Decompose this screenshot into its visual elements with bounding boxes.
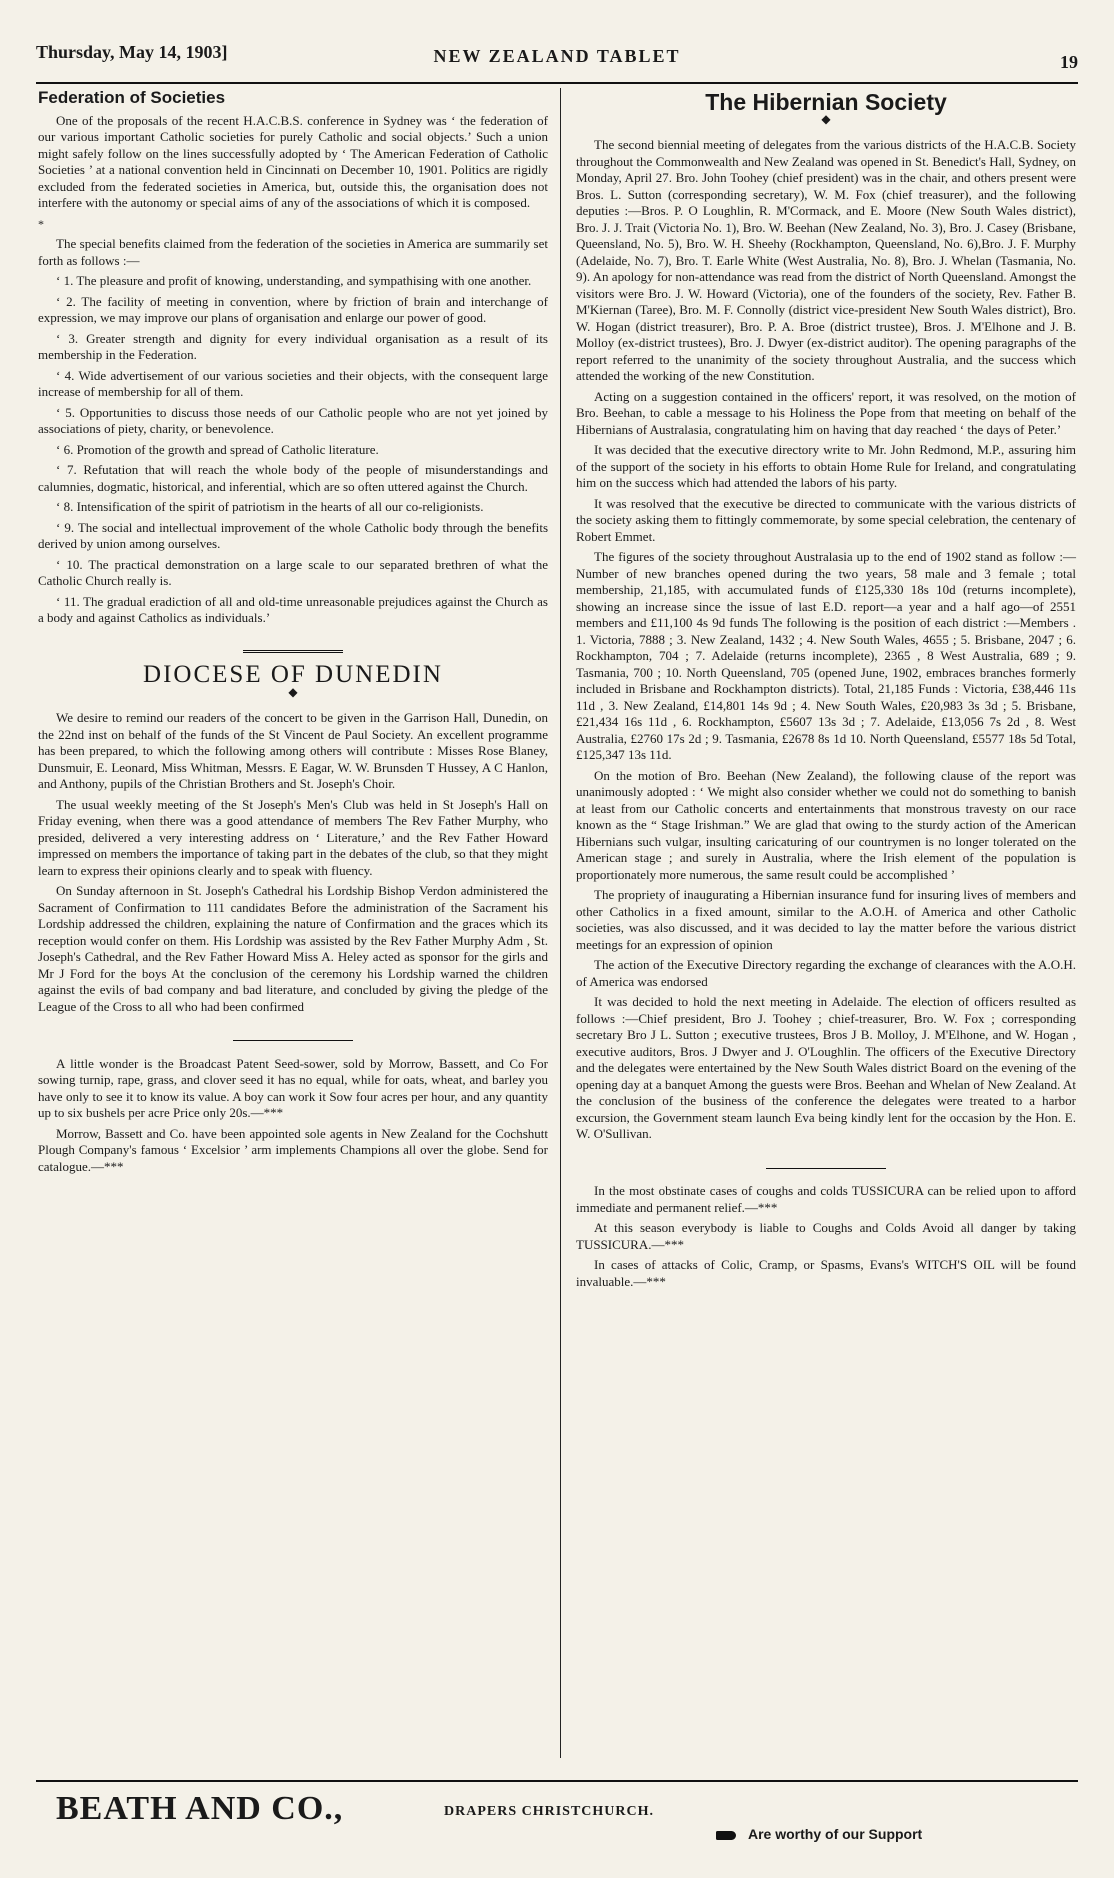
paragraph: On Sunday afternoon in St. Joseph's Cathedral his Lordship Bishop Verdon administered the Sacrament of Confirmation to 111 candidates Before the administration of the Sacrament his Lordship addressed the children, explaining the nature of Confirmation and the graces which its reception would confer on them. His Lordship was assisted by the Rev Father Murphy Adm , St. Joseph's Cathedral, and the Rev Father Howard Miss A. Heley acted as sponsor for the girls and Mr J Ford for the boys At the conclusion of the ceremony his Lordship warned the children against the evils of bad company and bad literature, and concluded by giving the pledge of the League of the Cross to all who had been confirmed [38,883,548,1014]
paragraph: It was resolved that the executive be directed to communicate with the various districts of the society asking them to fittingly commemorate, by some special celebration, the centenary of Robert Emmet. [576,495,1076,544]
masthead: NEW ZEALAND TABLET [433,46,681,66]
left-advertisements [38,1056,548,1176]
right-advertisements [576,1183,1076,1290]
hibernian-article [576,137,1076,1143]
advertisement: At this season everybody is liable to Coughs and Colds Avoid all danger by taking TUSSICURA.—*** [576,1220,1076,1252]
paragraph: The propriety of inaugurating a Hibernian insurance fund for insuring lives of members and other Catholics in a fixed amount, similar to the A.O.H. of America and other Catholic societies, was also discussed, and it was decided to lay the matter before the various district meetings for an expression of opinion [576,887,1076,952]
section-rule [38,641,548,658]
paragraph: The figures of the society throughout Australasia up to the end of 1902 stand as follow :—Number of new branches opened during the two years, 58 male and 3 female ; total membership, 21,185, with accumulated funds of £125,330 18s 10d (returns incomplete), showing an increase since the issue of last E.D. report—a year and a half ago—of 2551 members and £11,100 4s 9d funds The following is the position of each district :—Members . 1. Victoria, 7888 ; 3. New Zealand, 1432 ; 4. New South Wales, 4655 ; 5. Brisbane, 2047 ; 6. Rockhampton, 704 ; 7. Adelaide (returns incomplete), 2365 , 8 West Australia, 689 ; 9. Tasmania, 700 ; 10. North Queensland, 705 (opened June, 1902, embraces branches formerly included in Brisbane and Rockhampton districts). Total, 21,185 Funds : Victoria, £38,446 11s 11d , 3. New Zealand, £14,801 14s 9d ; 4. New South Wales, £20,983 3s 3d ; 5. Brisbane, £21,434 16s 11d , 6. Rockhampton, £5607 13s 3d ; 7. Adelaide, £13,056 7s 2d , 8. West Australia, £2760 17s 2d ; 9. Tasmania, £2678 8s 1d 10. North Queensland, £5577 18s 5d Total, £125,347 13s 11d. [576,549,1076,762]
paragraph: ‘ 10. The practical demonstration on a large scale to our separated brethren of what the Catholic Church really is. [38,556,548,588]
diocese-ornament: ◆ [288,684,298,699]
advertisement: In cases of attacks of Colic, Cramp, or Spasms, Evans's WITCH'S OIL will be found invaluable.—*** [576,1257,1076,1289]
paragraph: ‘ 9. The social and intellectual improvement of the whole Catholic body through the benefits derived by union among ourselves. [38,519,548,551]
brand-name: BEATH AND CO., [56,1790,344,1827]
paragraph: The action of the Executive Directory regarding the exchange of clearances with the A.O.H. of America was endorsed [576,957,1076,989]
paragraph: ‘ 4. Wide advertisement of our various societies and their objects, with the consequent large increase of membership for all of them. [38,367,548,399]
advertisement: In the most obstinate cases of coughs and colds TUSSICURA can be relied upon to afford immediate and permanent relief.—*** [576,1183,1076,1215]
paragraph: ‘ 11. The gradual eradiction of all and old-time unreasonable prejudices against the Church as a body and against Catholics as individuals.’ [38,593,548,625]
support-text: Are worthy of our Support [748,1826,923,1842]
paragraph: It was decided that the executive directory write to Mr. John Redmond, M.P., assuring him of the support of the society in his efforts to obtain Home Rule for Ireland, and congratulating him on the success which had attended the labors of his party. [576,442,1076,490]
paragraph: The second biennial meeting of delegates from the various districts of the H.A.C.B. Society throughout the Commonwealth and New Zealand was opened in St. Benedict's Hall, Sydney, on Monday, April 27. Bro. John Toohey (chief president) was in the chair, and others present were Bros. L. Sutton (corresponding secretary), W. M. Fox (chief treasurer), and the following deputies :—Bros. P. O Loughlin, R. M'Cormack, and E. Moore (New South Wales district), Bro. J. J. Trait (Victoria No. 1), Bro. W. Beehan (New Zealand, No. 3), Bro. J. Casey (Brisbane, Queensland, No. 5), Bro. W. H. Sheehy (Rockhampton, Queensland, No. 6),Bro. J. F. Murphy (Adelaide, No. 7), Bro. T. Earle White (West Australia, No. 8), Bro. J. Whelan (Tasmania, No. 9). An apology for non-attendance was read from the district of North Queensland. Amongst the visitors were Bro. J. W. Howard (Victoria), one of the founders of the society, Rev. Father B. M'Kiernan (Taree), Bro. M. F. Connolly (district vice-president New South Wales district), Bro. W. Hogan (district treasurer), Bro. P. A. Broe (district trustee), Bros. J. M'Elhone and J. B. Molloy (ex-district trustees), Bro. J. Dwyer (ex-district auditor). The opening paragraphs of the report referred to the unanimity of the society throughout Australia, and the success which attended the working of the new Constitution. [576,137,1076,383]
hibernian-ornament: ◆ [821,111,831,126]
page-header [36,42,1078,84]
right-column [576,88,1076,1294]
paragraph: ‘ 5. Opportunities to discuss those needs of our Catholic people who are not yet joined by associations of piety, charity, or benevolence. [38,404,548,436]
section-rule-3 [576,1157,1076,1174]
paragraph: One of the proposals of the recent H.A.C.B.S. conference in Sydney was ‘ the federation of our various important Catholic societies for purely Catholic and social objects.’ Such a union might safely follow on the lines successfully adopted by ‘ The American Federation of Catholic Societies ’ at a national convention held in Cincinnati on December 10, 1901. Politics are rigidly excluded from the federated societies in America, but, outside this, the organisation does not interfere with the autonomy or special aims of any of the associations of which it is composed. [38,112,548,210]
left-column [38,88,548,1179]
paragraph: ‘ 3. Greater strength and dignity for every individual organisation as a result of its membership in the Federation. [38,330,548,362]
diocese-title: DIOCESE OF DUNEDIN [143,661,443,688]
paragraph: It was decided to hold the next meeting in Adelaide. The election of officers resulted as follows :—Chief president, Bro J. Toohey ; chief-treasurer, Bro. W. Fox ; corresponding secretary Bro J L. Sutton ; executive trustees, Bros J B. Molloy, J. M'Elhone, and W. Hogan , executive auditors, Bros. J Dwyer and J. O'Loughlin. The officers of the Executive Directory and the delegates were entertained by the New South Wales district Board on the evening of the opening day at a banquet Among the guests were Bros. Beehan and Whelan of New Zealand. At the conclusion of the business of the conference the delegates were treated to a harbor excursion, the Government steam launch Eva being kindly lent for the occasion by the Hon. E. W. O'Sullivan. [576,994,1076,1141]
paragraph: The special benefits claimed from the federation of the societies in America are summarily set forth as follows :— [38,236,548,268]
paragraph: ‘ 1. The pleasure and profit of knowing, understanding, and sympathising with one another. [56,273,532,288]
pointing-hand-icon [716,1831,736,1840]
paragraph: On the motion of Bro. Beehan (New Zealand), the following clause of the report was unanimously adopted : ‘ We might also consider whether we could not do something to banish at least from our Catholic concerts and entertainments that monstrous travesty on our race known as the “ Stage Irishman.” We are glad that owing to the sturdy action of the American Hibernians such vulgar, insulting caricaturing of our countrymen is no longer tolerated on the American stage ; and surely in Australia, where the Irish element of the population is proportionately more numerous, the same result could be accomplished ’ [576,767,1076,882]
paragraph: The usual weekly meeting of the St Joseph's Men's Club was held in St Joseph's Hall on Friday evening, when there was a good attendance of members The Rev Father Murphy, who presided, delivered a very interesting address on ‘ Literature,’ and the Rev Father Howard impressed on members the importance of taking part in the debates of the club, so that they might learn to express their opinions clearly and to speak with fluency. [38,796,548,878]
paragraph: Acting on a suggestion contained in the officers' report, it was resolved, on the motion of Bro. Beehan, to cable a message to his Holiness the Pope from that meeting on behalf of the Hibernians of Australasia, congratulating him on having that day reached ‘ the days of Peter.’ [576,388,1076,437]
issue-date: Thursday, May 14, 1903] [36,42,228,62]
support-line [716,1826,922,1842]
paragraph: * [38,216,44,231]
paragraph: ‘ 7. Refutation that will reach the whole body of the people of misunderstandings and calumnies, dogmatic, historical, and inferential, which are so often uttered against the Church. [38,462,548,494]
federation-title: Federation of Societies [38,88,226,107]
brand-subtitle: DRAPERS CHRISTCHURCH. [444,1804,655,1819]
advertisement: Morrow, Bassett and Co. have been appointed sole agents in New Zealand for the Cochshutt Plough Company's famous ‘ Excelsior ’ arm implements Champions all over the globe. Send for catalogue.—*** [38,1125,548,1174]
paragraph: ‘ 2. The facility of meeting in convention, where by friction of brain and interchange of expression, we may improve our plans of organisation and enlarge our power of good. [38,293,548,325]
footer-advertisement [36,1780,1078,1852]
column-divider [560,88,561,1758]
paragraph: We desire to remind our readers of the concert to be given in the Garrison Hall, Dunedin, on the 22nd inst on behalf of the funds of the St Vincent de Paul Society. An excellent programme has been prepared, to which the following among others will contribute : Misses Rose Blaney, Dunsmuir, E. Leonard, Miss Whitman, Messrs. E Eagar, W. W. Brunsden T Hussey, A C Hanlon, and Anthony, pupils of the Christian Brothers and St. Joseph's Choir. [38,710,548,791]
advertisement: A little wonder is the Broadcast Patent Seed-sower, sold by Morrow, Bassett, and Co For sowing turnip, rape, grass, and clover seed it has no equal, while for oats, wheat, and barley you have only to see it to know its value. A boy can work it Sow four acres per hour, and any quantity up to six bushels per acre Price only 20s.—*** [38,1055,548,1120]
paragraph: ‘ 8. Intensification of the spirit of patriotism in the hearts of all our co-religionists. [56,499,484,514]
page-number: 19 [1060,52,1078,72]
federation-article [38,113,548,627]
paragraph: ‘ 6. Promotion of the growth and spread of Catholic literature. [56,441,379,457]
section-rule-2 [38,1029,548,1046]
diocese-article [38,710,548,1015]
hibernian-title: The Hibernian Society [705,89,947,115]
